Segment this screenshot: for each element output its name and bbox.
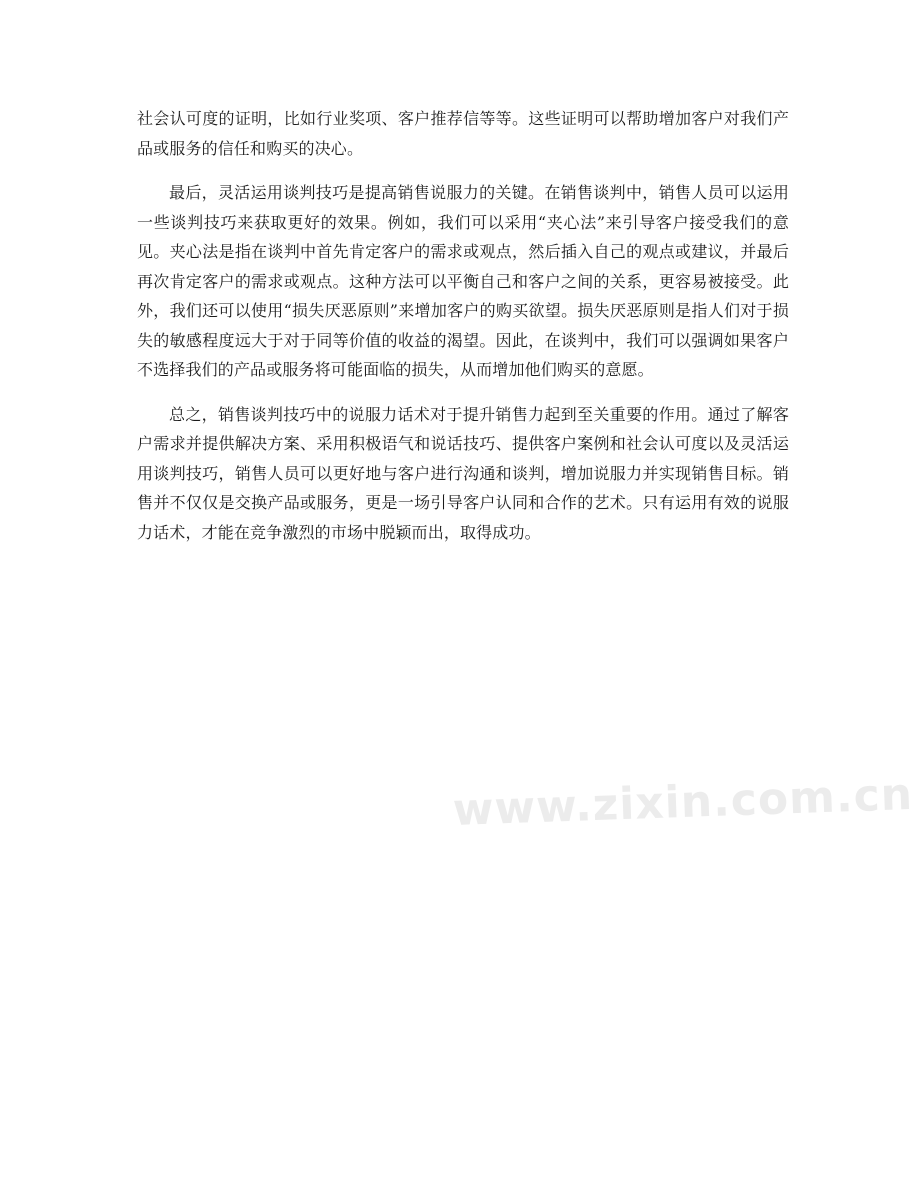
paragraph-negotiation-techniques: 最后，灵活运用谈判技巧是提高销售说服力的关键。在销售谈判中，销售人员可以运用一些谈判技巧来获取更好的效果。例如，我们可以采用“夹心法”来引导客户接受我们的意见。夹心法是指在谈判中首先肯定客户的需求或观点，然后插入自己的观点或建议，并最后再次肯定客户的需求或观点。这种方法可以平衡自己和客户之间的关系，更容易被接受。此外，我们还可以使用“损失厌恶原则”来增加客户的购买欲望。损失厌恶原则是指人们对于损失的敏感程度远大于对于同等价值的收益的渴望。因此，在谈判中，我们可以强调如果客户不选择我们的产品或服务将可能面临的损失，从而增加他们购买的意愿。: [137, 183, 789, 379]
watermark: www.zixin.com.cn: [452, 768, 914, 836]
paragraph-continuation: 社会认可度的证明，比如行业奖项、客户推荐信等等。这些证明可以帮助增加客户对我们产品或服务的信任和购买的决心。: [137, 109, 789, 158]
paragraph-conclusion: 总之，销售谈判技巧中的说服力话术对于提升销售力起到至关重要的作用。通过了解客户需求并提供解决方案、采用积极语气和说话技巧、提供客户案例和社会认可度以及灵活运用谈判技巧，销售人员可以更好地与客户进行沟通和谈判，增加说服力并实现销售目标。销售并不仅仅是交换产品或服务，更是一场引导客户认同和合作的艺术。只有运用有效的说服力话术，才能在竞争激烈的市场中脱颖而出，取得成功。: [137, 404, 789, 542]
document-body: [137, 104, 789, 547]
